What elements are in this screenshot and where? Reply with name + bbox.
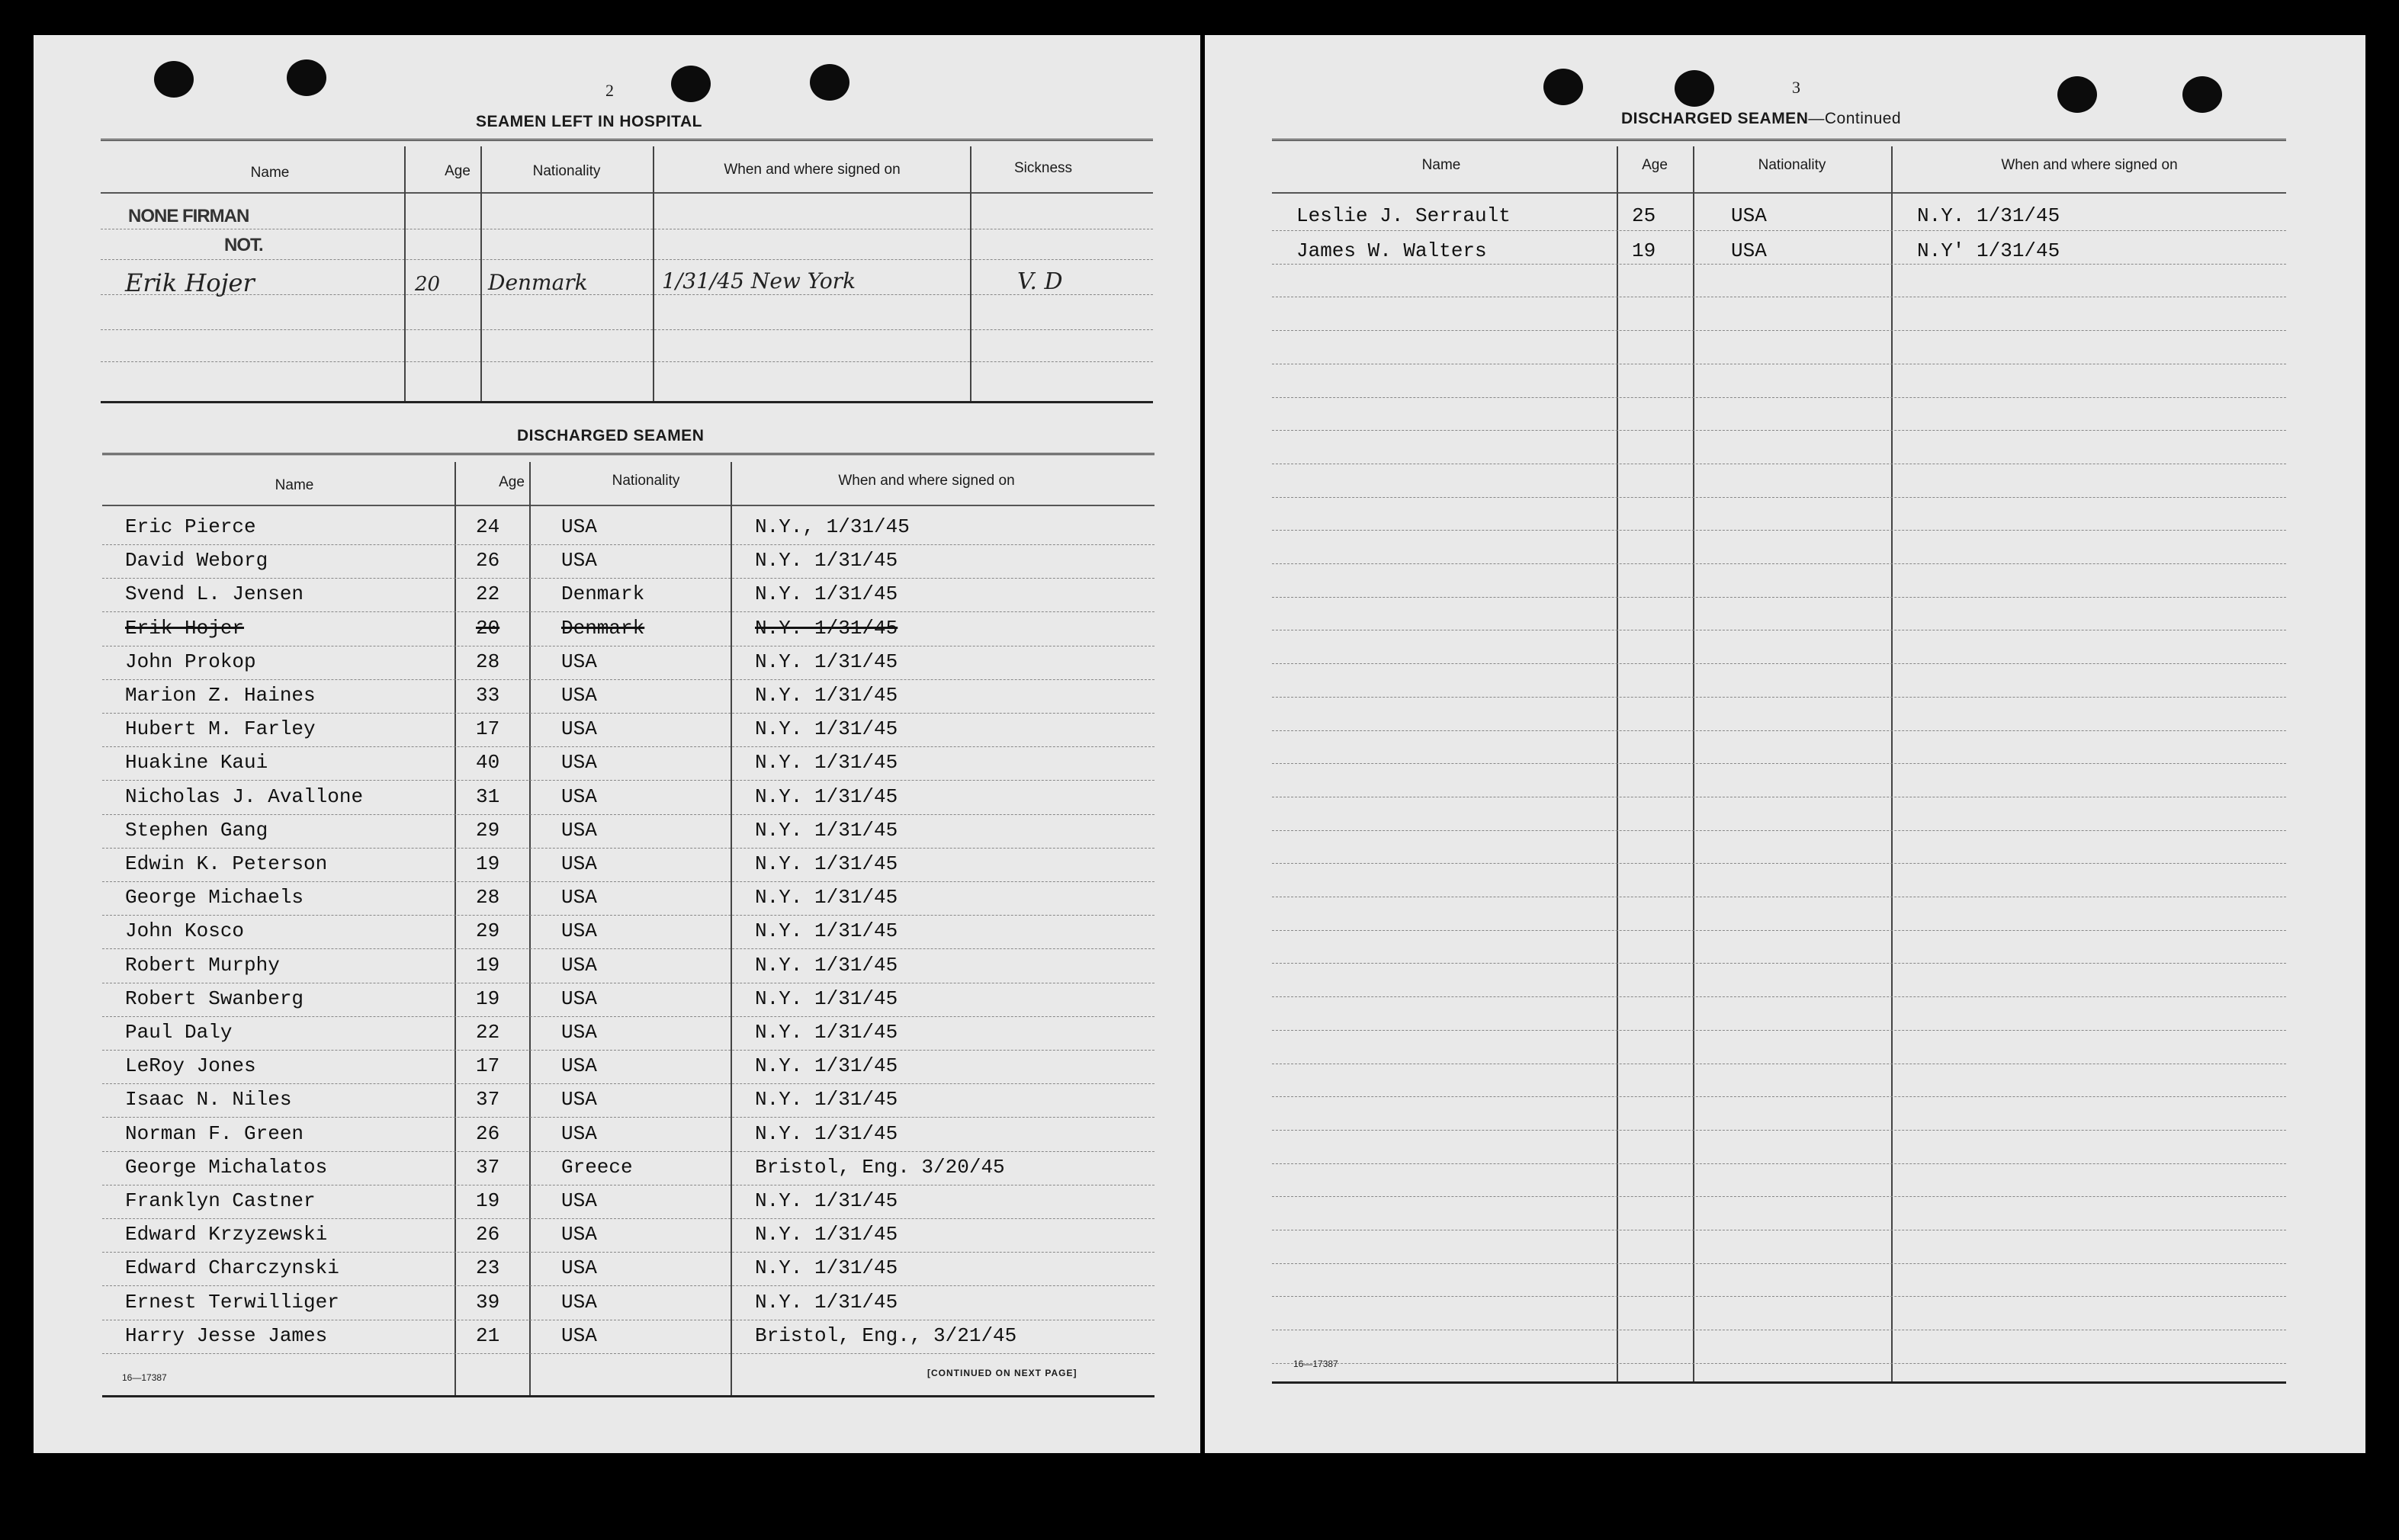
seaman-age: 39: [476, 1290, 500, 1314]
seaman-nationality: USA: [1731, 239, 1767, 262]
seaman-signed-on: N.Y. 1/31/45: [755, 784, 898, 808]
form-number: 16—17387: [1293, 1359, 1338, 1369]
seaman-nationality: Denmark: [561, 616, 645, 640]
seaman-name: Paul Daly: [125, 1021, 233, 1044]
seaman-signed-on: N.Y. 1/31/45: [755, 852, 898, 875]
seaman-nationality: USA: [561, 1021, 597, 1044]
seaman-signed-on: N.Y. 1/31/45: [1917, 204, 2060, 227]
seaman-name: David Weborg: [125, 549, 268, 573]
seaman-nationality: USA: [561, 1290, 597, 1314]
seaman-age: 19: [1632, 239, 1656, 262]
seaman-signed-on: N.Y. 1/31/45: [755, 582, 898, 606]
seaman-nationality: USA: [561, 1088, 597, 1112]
col-header-nationality: Nationality: [612, 473, 680, 489]
seaman-nationality: USA: [561, 919, 597, 943]
seaman-name: James W. Walters: [1296, 239, 1487, 262]
seaman-nationality: USA: [561, 717, 597, 741]
row-rule: [102, 544, 1155, 545]
row-rule: [102, 578, 1155, 579]
seaman-nationality: USA: [561, 1189, 597, 1212]
seaman-nationality: USA: [561, 852, 597, 875]
row-rule: [1272, 1163, 2286, 1164]
punch-hole: [1675, 70, 1714, 107]
seaman-nationality: USA: [561, 1256, 597, 1280]
seaman-age: 26: [476, 1223, 500, 1246]
row-rule: [102, 948, 1155, 949]
seaman-name: Ernest Terwilliger: [125, 1290, 339, 1314]
seaman-nationality: USA: [561, 953, 597, 977]
seaman-nationality: USA: [561, 650, 597, 673]
seaman-name: Eric Pierce: [125, 515, 256, 538]
seaman-name: Edward Charczynski: [125, 1256, 339, 1280]
seaman-age: 21: [476, 1323, 500, 1347]
seaman-signed-on: N.Y. 1/31/45: [755, 1121, 898, 1145]
seaman-age: 20: [476, 616, 500, 640]
col-header-age: Age: [445, 163, 470, 179]
seaman-age: 19: [476, 852, 500, 875]
row-rule: [1272, 1296, 2286, 1297]
seaman-signed-on: N.Y. 1/31/45: [755, 684, 898, 707]
row-rule: [102, 1117, 1155, 1118]
seaman-age: 28: [476, 886, 500, 910]
seaman-age: 37: [476, 1088, 500, 1112]
seaman-nationality: USA: [561, 784, 597, 808]
row-rule: [1272, 530, 2286, 531]
seaman-age: 26: [476, 549, 500, 573]
row-rule: [102, 713, 1155, 714]
seaman-signed-on: N.Y. 1/31/45: [755, 1290, 898, 1314]
seaman-signed-on: N.Y. 1/31/45: [755, 953, 898, 977]
punch-hole: [1543, 69, 1583, 105]
seaman-nationality: USA: [561, 1223, 597, 1246]
punch-hole: [810, 64, 849, 101]
seaman-age: 37: [476, 1155, 500, 1179]
row-rule: [102, 1050, 1155, 1051]
row-rule: [1272, 697, 2286, 698]
col-header-signed-on: When and where signed on: [724, 162, 901, 178]
punch-hole: [2182, 76, 2222, 113]
row-rule: [1272, 1363, 2286, 1364]
seaman-name: Edwin K. Peterson: [125, 852, 328, 875]
seaman-age: 23: [476, 1256, 500, 1280]
row-rule: [1272, 264, 2286, 265]
row-rule: [102, 915, 1155, 916]
seaman-signed-on: N.Y. 1/31/45: [755, 919, 898, 943]
page-number: 3: [1792, 78, 1800, 97]
row-rule: [1272, 597, 2286, 598]
row-rule: [102, 1016, 1155, 1017]
discharged-section-title: DISCHARGED SEAMEN: [517, 427, 705, 444]
seaman-signed-on: N.Y. 1/31/45: [755, 616, 898, 640]
hospital-entry-name: Erik Hojer: [125, 268, 255, 297]
seaman-name: Nicholas J. Avallone: [125, 784, 364, 808]
seaman-signed-on: N.Y. 1/31/45: [755, 1021, 898, 1044]
punch-hole: [154, 61, 194, 98]
row-rule: [1272, 1130, 2286, 1131]
hospital-entry-sickness: V. D: [1017, 268, 1063, 295]
seaman-age: 40: [476, 751, 500, 775]
col-header-signed-on: When and where signed on: [2001, 157, 2178, 173]
seaman-name: Leslie J. Serrault: [1296, 204, 1511, 227]
punch-hole: [671, 66, 711, 102]
seaman-name: Svend L. Jensen: [125, 582, 304, 606]
overtyped-text: NONE FIRMAN: [128, 206, 249, 226]
row-rule: [1272, 330, 2286, 331]
seaman-age: 29: [476, 919, 500, 943]
row-rule: [1272, 230, 2286, 231]
seaman-signed-on: N.Y. 1/31/45: [755, 987, 898, 1010]
seaman-nationality: Greece: [561, 1155, 633, 1179]
seaman-nationality: Denmark: [561, 582, 645, 606]
seaman-signed-on: N.Y. 1/31/45: [755, 1223, 898, 1246]
row-rule: [102, 848, 1155, 849]
seaman-signed-on: N.Y. 1/31/45: [755, 818, 898, 842]
col-header-name: Name: [1421, 157, 1461, 173]
seaman-name: Huakine Kaui: [125, 751, 268, 775]
seaman-name: George Michaels: [125, 886, 304, 910]
col-header-nationality: Nationality: [532, 163, 601, 179]
row-rule: [102, 814, 1155, 815]
section-title-main: DISCHARGED SEAMEN: [1621, 110, 1809, 127]
seaman-age: 19: [476, 953, 500, 977]
row-rule: [1272, 1030, 2286, 1031]
seaman-nationality: USA: [561, 1323, 597, 1347]
col-header-nationality: Nationality: [1758, 157, 1826, 173]
row-rule: [102, 1151, 1155, 1152]
row-rule: [102, 1218, 1155, 1219]
seaman-name: Robert Murphy: [125, 953, 280, 977]
seaman-name: George Michalatos: [125, 1155, 328, 1179]
row-rule: [1272, 397, 2286, 398]
seaman-signed-on: Bristol, Eng., 3/21/45: [755, 1323, 1017, 1347]
row-rule: [102, 1252, 1155, 1253]
col-header-name: Name: [250, 165, 290, 181]
row-rule: [1272, 1196, 2286, 1197]
seaman-nationality: USA: [561, 886, 597, 910]
seaman-name: Franklyn Castner: [125, 1189, 316, 1212]
seaman-signed-on: N.Y. 1/31/45: [755, 650, 898, 673]
row-rule: [102, 780, 1155, 781]
col-header-age: Age: [1642, 157, 1668, 173]
right-page: [1205, 35, 2365, 1453]
row-rule: [1272, 963, 2286, 964]
row-rule: [102, 611, 1155, 612]
col-header-signed-on: When and where signed on: [838, 473, 1015, 489]
seaman-age: 17: [476, 717, 500, 741]
row-rule: [1272, 930, 2286, 931]
seaman-signed-on: N.Y., 1/31/45: [755, 515, 910, 538]
row-rule: [1272, 663, 2286, 664]
continued-note: [CONTINUED ON NEXT PAGE]: [927, 1368, 1077, 1378]
seaman-name: Marion Z. Haines: [125, 684, 316, 707]
row-rule: [1272, 996, 2286, 997]
row-rule: [1272, 497, 2286, 498]
seaman-age: 22: [476, 1021, 500, 1044]
seaman-signed-on: N.Y. 1/31/45: [755, 1189, 898, 1212]
seaman-age: 22: [476, 582, 500, 606]
seaman-signed-on: Bristol, Eng. 3/20/45: [755, 1155, 1005, 1179]
seaman-signed-on: N.Y. 1/31/45: [755, 1088, 898, 1112]
seaman-signed-on: N.Y. 1/31/45: [755, 1256, 898, 1280]
seaman-age: 26: [476, 1121, 500, 1145]
row-rule: [102, 1285, 1155, 1286]
seaman-name: John Prokop: [125, 650, 256, 673]
seaman-nationality: USA: [561, 1054, 597, 1078]
seaman-age: 19: [476, 987, 500, 1010]
seaman-name: Hubert M. Farley: [125, 717, 316, 741]
seaman-nationality: USA: [1731, 204, 1767, 227]
seaman-name: Harry Jesse James: [125, 1323, 328, 1347]
punch-hole: [2057, 76, 2097, 113]
seaman-name: Erik Hojer: [125, 616, 245, 640]
seaman-nationality: USA: [561, 818, 597, 842]
seaman-name: Norman F. Green: [125, 1121, 304, 1145]
seaman-signed-on: N.Y. 1/31/45: [755, 886, 898, 910]
seaman-age: 19: [476, 1189, 500, 1212]
row-rule: [1272, 1263, 2286, 1264]
seaman-nationality: USA: [561, 515, 597, 538]
section-title-continued: —Continued: [1808, 110, 1902, 127]
seaman-name: Robert Swanberg: [125, 987, 304, 1010]
row-rule: [1272, 430, 2286, 431]
seaman-nationality: USA: [561, 549, 597, 573]
seaman-signed-on: N.Y. 1/31/45: [755, 751, 898, 775]
row-rule: [1272, 863, 2286, 864]
seaman-signed-on: N.Y. 1/31/45: [755, 549, 898, 573]
row-rule: [102, 1353, 1155, 1354]
seaman-name: Stephen Gang: [125, 818, 268, 842]
seaman-signed-on: N.Y. 1/31/45: [755, 1054, 898, 1078]
left-page: [34, 35, 1200, 1453]
continued-section-title: [1621, 110, 1901, 128]
seaman-age: 28: [476, 650, 500, 673]
row-rule: [102, 1083, 1155, 1084]
seaman-nationality: USA: [561, 987, 597, 1010]
row-rule: [1272, 763, 2286, 764]
hospital-entry-signed-on: 1/31/45 New York: [662, 268, 856, 294]
seaman-age: 17: [476, 1054, 500, 1078]
col-header-age: Age: [499, 474, 525, 490]
seaman-name: LeRoy Jones: [125, 1054, 256, 1078]
row-rule: [1272, 563, 2286, 564]
overtyped-text: NOT.: [224, 235, 263, 255]
form-number: 16—17387: [122, 1372, 167, 1383]
row-rule: [102, 679, 1155, 680]
row-rule: [102, 746, 1155, 747]
seaman-signed-on: N.Y. 1/31/45: [755, 717, 898, 741]
col-header-name: Name: [275, 477, 314, 493]
hospital-entry-age: 20: [415, 273, 441, 296]
seaman-nationality: USA: [561, 684, 597, 707]
seaman-name: John Kosco: [125, 919, 245, 943]
seaman-age: 25: [1632, 204, 1656, 227]
row-rule: [1272, 1096, 2286, 1097]
seaman-age: 33: [476, 684, 500, 707]
row-rule: [102, 881, 1155, 882]
col-header-sickness: Sickness: [1013, 160, 1073, 176]
hospital-entry-nationality: Denmark: [488, 270, 588, 295]
seaman-age: 29: [476, 818, 500, 842]
seaman-nationality: USA: [561, 751, 597, 775]
page-number: 2: [605, 81, 614, 100]
seaman-nationality: USA: [561, 1121, 597, 1145]
seaman-age: 31: [476, 784, 500, 808]
seaman-age: 24: [476, 515, 500, 538]
seaman-name: Edward Krzyzewski: [125, 1223, 328, 1246]
hospital-section-title: SEAMEN LEFT IN HOSPITAL: [476, 113, 702, 130]
seaman-name: Isaac N. Niles: [125, 1088, 292, 1112]
row-rule: [1272, 830, 2286, 831]
seaman-signed-on: N.Y' 1/31/45: [1917, 239, 2060, 262]
row-rule: [1272, 730, 2286, 731]
punch-hole: [287, 59, 326, 96]
